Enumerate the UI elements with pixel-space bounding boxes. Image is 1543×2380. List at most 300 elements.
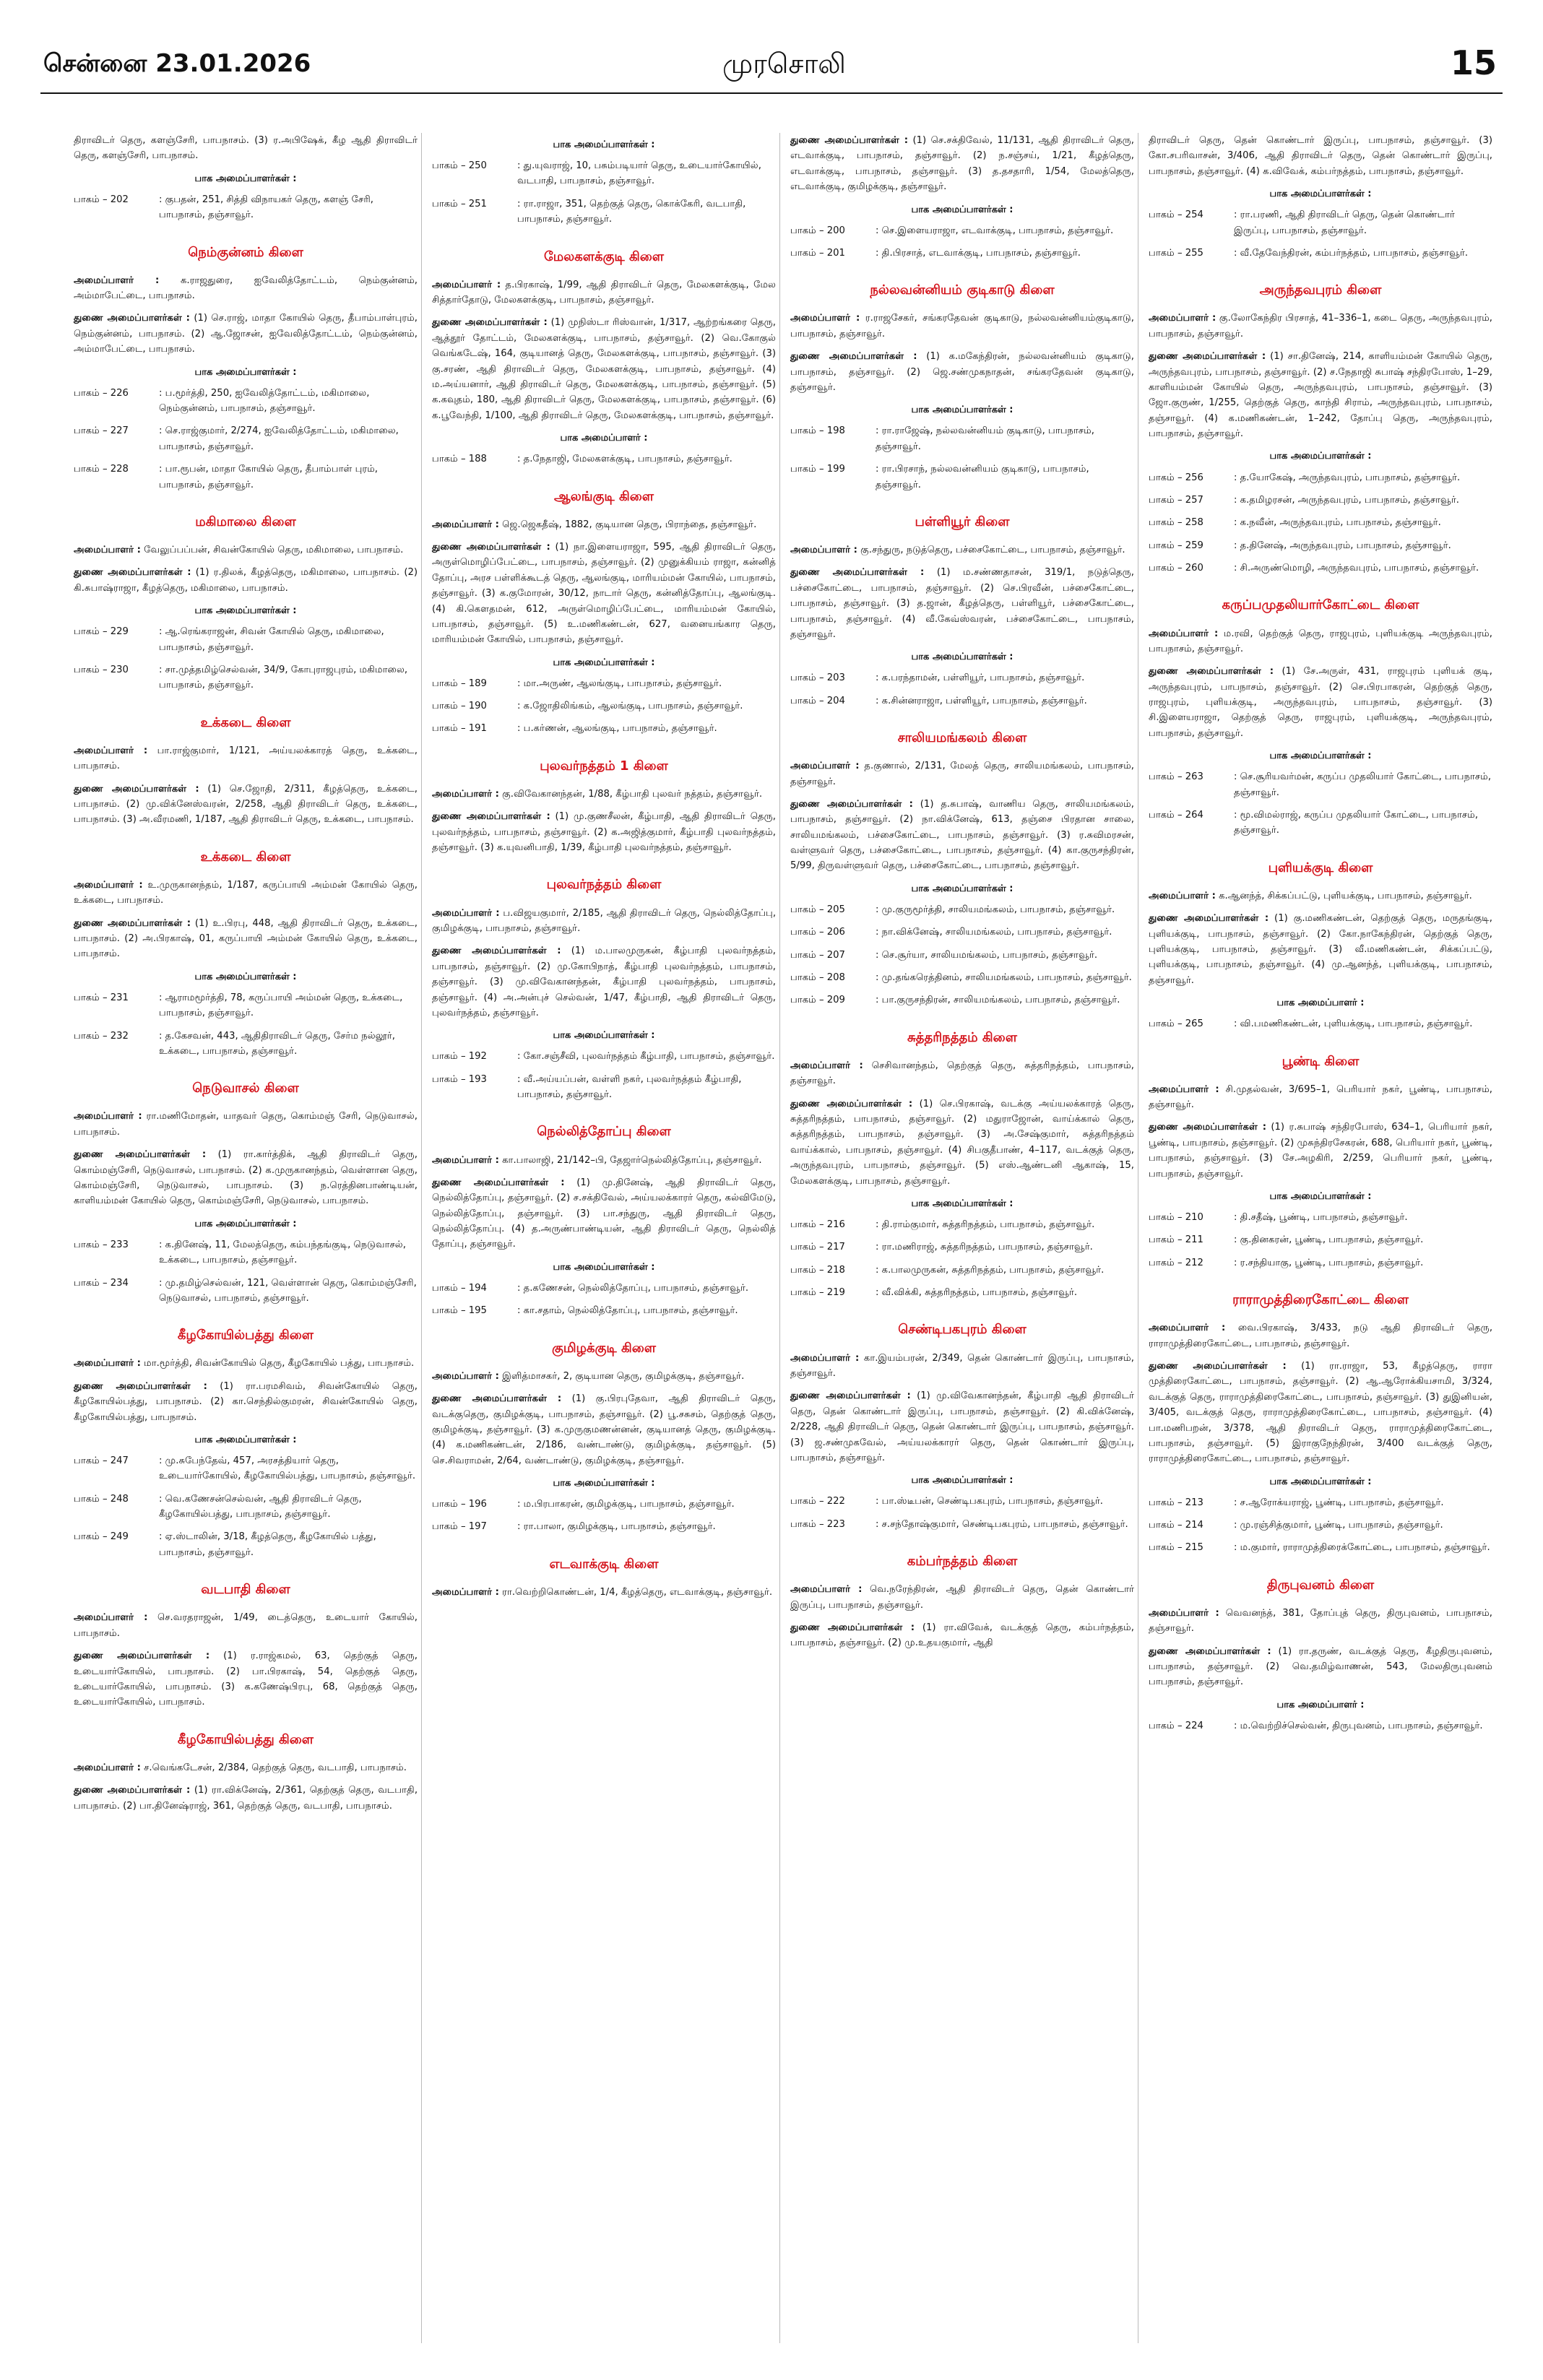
office-bearer-entry	[432, 787, 776, 802]
booth-entry	[432, 676, 776, 691]
booth-entry	[432, 196, 776, 228]
entry-text: (1) கு.பிரபுதேவா, ஆதி திராவிடர் தெரு, வடக்குதெரு, குமிழக்குடி, பாபநாசம், தஞ்சாவூர். (2) பூ.சசுசம், தெற்குத் தெரு, குமிழக்குடி, தஞ்சாவூர். (3) க.முருகுமணன்னன், குடியானத் தெரு, குமிழக்குடி. (4) க.மணிகண்டன், 2/186, வண்டாண்டு, குமிழக்குடி, தஞ்சாவூர். (5) செ.சிவராமன், 2/64, வண்டாண்டு, குமிழக்குடி, தஞ்சாவூர்.	[432, 1393, 776, 1466]
booth-entry	[790, 246, 1134, 261]
booth-number: பாகம் – 228	[74, 464, 129, 475]
role-label: துணை அமைப்பாளர்கள் :	[790, 1622, 915, 1633]
booth-details: : தி.ராம்குமார், சுத்தரிநத்தம், பாபநாசம், தஞ்சாவூர்.	[876, 1219, 1095, 1230]
entry-text: (1) ம.பாலமுருகன், கீழ்பாதி புலவர்நத்தம், பாபநாசம், தஞ்சாவூர். (2) மு.கோபிநாத், கீழ்பாதி புலவர்நத்தம், பாபநாசம், தஞ்சாவூர். (3) மு.விவேகானந்தன், கீழ்பாதி புலவர்நத்தம், பாபநாசம், தஞ்சாவூர். (4) அ.அன்புச் செல்வன், 1/47, கீழ்பாதி, ஆதி திராவிடர் தெரு, புலவர்நத்தம், தஞ்சாவூர்.	[432, 945, 776, 1018]
entry-text: ப.விஜயகுமார், 2/185, ஆதி திராவிடர் தெரு, நெல்லித்தோப்பு, குமிழக்குடி, பாபநாசம், தஞ்சாவூர்.	[432, 907, 777, 935]
office-bearer-entry	[74, 1760, 418, 1775]
entry-text: (1) ர.திலக், கீழத்தெரு, மகிமாலை, பாபநாசம். (2) கி.சுபாஷ்ராஜா, கீழத்தெரு, மகிமாலை, பாபநாசம்.	[74, 567, 418, 594]
office-bearer-entry	[74, 916, 418, 962]
office-bearer-entry	[790, 565, 1134, 642]
branch-block	[74, 712, 418, 828]
booth-details: : கோ.சஞ்சீவி, புலவர்நத்தம் கீழ்பாதி, பாபநாசம், தஞ்சாவூர்.	[517, 1051, 775, 1063]
entry-text: செ.வரதராஜன், 1/49, டைத்தெரு, உடையார் கோயில், பாபநாசம்.	[74, 1612, 418, 1639]
booth-details: : மு.ரஞ்சித்குமார், பூண்டி, பாபநாசம், தஞ்சாவூர்.	[1234, 1520, 1443, 1531]
section-subheading: பாக அமைப்பாளர்கள் :	[194, 605, 297, 617]
booth-details: : பா.குருசந்திரன், சாலியமங்கலம், பாபநாசம், தஞ்சாவூர்.	[876, 995, 1120, 1006]
booth-entry	[1149, 538, 1492, 553]
branch-heading: திருபுவனம் கிளை	[1266, 1577, 1375, 1593]
entry-text: (1) சா.தினேஷ், 214, காளியம்மன் கோயில் தெரு, அருந்தவபுரம், பாபநாசம், தஞ்சாவூர். (2) ச.நேதாஜி சுபாஷ் சந்திரபோஸ், 1–29, காளியம்மன் கோயில் தெரு, அருந்தவபுரம், பாபநாசம், தஞ்சாவூர். (3) ஜோ.குருண், 1/255, தெற்குத் தெரு, காந்தி சிராம், அருந்தவபுரம், பாபநாசம், தஞ்சாவூர். (4) க.மணிகண்டன், 1–242, தோப்பு தெரு, அருந்தவபுரம், பாபநாசம், தஞ்சாவூர்.	[1149, 351, 1492, 440]
booth-details: : ம.வெற்றிச்செல்வன், திருபுவனம், பாபநாசம், தஞ்சாவூர்.	[1234, 1720, 1483, 1731]
office-bearer-entry	[1149, 1606, 1492, 1637]
column-3	[790, 133, 1134, 1670]
booth-details: : ரா.பிரசாந், நல்லவன்னியம் குடிகாடு, பாபநாசம், தஞ்சாவூர்.	[876, 464, 1089, 490]
branch-block	[790, 727, 1134, 1008]
booth-details: : மு.தங்கரெத்தினம், சாலியமங்கலம், பாபநாசம், தஞ்சாவூர்.	[876, 972, 1132, 984]
booth-number: பாகம் – 205	[790, 904, 845, 915]
office-bearer-entry	[74, 878, 418, 909]
booth-number: பாகம் – 234	[74, 1277, 129, 1289]
booth-details: : ர.சந்தியாகு, பூண்டி, பாபநாசம், தஞ்சாவூர்.	[1234, 1257, 1424, 1268]
branch-block	[74, 1078, 418, 1306]
booth-details: : செ.சூர்யா, சாலியமங்கலம், பாபநாசம், தஞ்சாவூர்.	[876, 949, 1098, 961]
entry-text: ர.ராஜசேகர், சங்கரதேவன் குடிகாடு, நல்லவன்னியம்குடிகாடு, பாபநாசம், தஞ்சாவூர்.	[790, 313, 1134, 339]
office-bearer-entry	[790, 349, 1134, 395]
booth-entry	[790, 1494, 1134, 1509]
branch-heading: சாலியமங்கலம் கிளை	[897, 730, 1027, 746]
section-subheading: பாக அமைப்பாளர் :	[1276, 1699, 1365, 1710]
branch-block	[1149, 280, 1492, 576]
entry-text: திராவிடர் தெரு, களஞ்சேரி, பாபநாசம். (3) ர.அபிஷேக், கீழ ஆதி திராவிடர் தெரு, களஞ்சேரி, பாபநாசம்.	[74, 135, 418, 162]
booth-number: பாகம் – 194	[432, 1282, 487, 1294]
edition-date: சென்னை 23.01.2026	[43, 49, 311, 78]
booth-entry	[432, 158, 776, 189]
branch-heading: சுத்தரிநத்தம் கிளை	[907, 1029, 1017, 1045]
booth-number: பாகம் – 255	[1149, 247, 1203, 259]
office-bearer-entry	[432, 517, 776, 532]
role-label: அமைப்பாளர் :	[74, 1358, 141, 1369]
booth-number: பாகம் – 196	[432, 1499, 487, 1510]
booth-details: : வீ.விக்கி, சுத்தரிநத்தம், பாபநாசம், தஞ்சாவூர்.	[876, 1287, 1078, 1299]
booth-entry	[790, 1263, 1134, 1278]
booth-details: : ஆராமமூர்த்தி, 78, கருப்பாயி அம்மன் தெரு, உக்கடை, பாபநாசம், தஞ்சாவூர்.	[159, 992, 403, 1019]
booth-entry	[432, 1072, 776, 1103]
entry-text: (1) ரா.விக்னேஷ், 2/361, தெற்குத் தெரு, வடபாதி, பாபநாசம். (2) பா.தினேஷ்ராஜ், 361, தெற்குத் தெரு, வடபாதி, பாபநாசம்.	[74, 1785, 418, 1812]
branch-block	[432, 246, 776, 467]
entry-text: திராவிடர் தெரு, தென் கொண்டார் இருப்பு, பாபநாசம், தஞ்சாவூர். (3) கோ.சபரிவாசன், 3/406, ஆதி திராவிடர் தெரு, தென் கொண்டார் இருப்பு, பாபநாசம், தஞ்சாவூர். (4) க.விவேக், கம்பர்நத்தம், பாபநாசம், தஞ்சாவூர்.	[1149, 135, 1492, 177]
booth-entry	[432, 698, 776, 714]
branch-heading: கம்பர்நத்தம் கிளை	[907, 1554, 1018, 1570]
entry-text: (1) ரா.ராஜா, 53, கீழத்தெரு, ராரா முத்திரைகோட்டை, பாபநாசம், தஞ்சாவூர். (2) ஆ.ஆரோக்கியசாமி, 3/324, வடக்குத் தெரு, ராராமுத்திரைகோட்டை, பாபநாசம், தஞ்சாவூர். (3) துஇனியன், 3/405, வடக்குத் தெரு, ராராமுத்திரைகோட்டை, பாபநாசம், தஞ்சாவூர். (4) பா.மணிபறன், 3/378, ஆதி திராவிடர் தெரு, ராராமுத்திரைகோட்டை, பாபநாசம், தஞ்சாவூர். (5) இராகுநேந்திரன், 3/400 வடக்குத் தெரு, ராராமுத்திரைகோட்டை, பாபநாசம், தஞ்சாவூர்.	[1149, 1361, 1492, 1465]
branch-block	[790, 1027, 1134, 1301]
role-label: துணை அமைப்பாளர்கள் :	[1149, 1645, 1271, 1657]
booth-details: : ச.சந்தோஷ்குமார், செண்டிபகபுரம், பாபநாசம், தஞ்சாவூர்.	[876, 1518, 1128, 1530]
booth-number: பாகம் – 260	[1149, 563, 1203, 574]
branch-block	[790, 1319, 1134, 1532]
booth-number: பாகம் – 250	[432, 160, 487, 172]
branch-block	[432, 1338, 776, 1535]
booth-number: பாகம் – 199	[790, 464, 845, 475]
booth-entry	[74, 1453, 418, 1484]
booth-entry	[432, 721, 776, 736]
role-label: துணை அமைப்பாளர்கள் :	[74, 917, 191, 929]
booth-entry	[432, 1497, 776, 1512]
office-bearer-entry	[74, 1648, 418, 1710]
booth-entry	[1149, 1718, 1492, 1734]
branch-block	[790, 133, 1134, 261]
booth-details: : க.தினேஷ், 11, மேலத்தெரு, கம்பந்தங்குடி, நெடுவாசல், உக்கடை, பாபநாசம், தஞ்சாவூர்.	[159, 1239, 406, 1266]
branch-heading: நெம்குன்னம் கிளை	[188, 244, 303, 260]
entry-text: ஜெ.ஜெகதீஷ், 1882, குடியான தெரு, பிராந்தை, தஞ்சாவூர்.	[498, 519, 757, 530]
booth-entry	[790, 670, 1134, 685]
booth-entry	[74, 192, 418, 223]
branch-heading: நல்லவன்னியம் குடிகாடு கிளை	[870, 282, 1055, 298]
booth-details: : செ.சூரியவர்மன், கருப்ப முதலியார் கோட்டை, பாபநாசம், தஞ்சாவூர்.	[1234, 771, 1492, 798]
section-subheading: பாக அமைப்பாளர்கள் :	[553, 1030, 655, 1042]
office-bearer-entry	[432, 1585, 776, 1600]
booth-entry	[432, 1303, 776, 1318]
booth-details: : ரா.ராஜா, 351, தெற்குத் தெரு, கொக்கேரி, வடபாதி, பாபநாசம், தஞ்சாவூர்.	[517, 198, 746, 225]
role-label: துணை அமைப்பாளர்கள் :	[1149, 666, 1274, 678]
booth-number: பாகம் – 190	[432, 701, 487, 712]
entry-text: (1) ரா.பரமசிவம், சிவன்கோயில் தெரு, கீழகோயில்பத்து, பாபநாசம். (2) கா.செந்தில்குமரன், சிவன்கோயில் தெரு, கீழகோயில்பத்து, பாபநாசம்.	[74, 1380, 418, 1423]
role-label: அமைப்பாளர் :	[74, 545, 141, 556]
booth-number: பாகம் – 231	[74, 992, 129, 1003]
role-label: அமைப்பாளர் :	[432, 519, 499, 530]
booth-details: : ஏ.ஸ்டாலின், 3/18, கீழத்தெரு, கீழகோயில் பத்து, பாபநாசம், தஞ்சாவூர்.	[159, 1531, 376, 1558]
section-subheading: பாக அமைப்பாளர்கள் :	[1269, 1190, 1372, 1202]
office-bearer-entry	[74, 273, 418, 304]
entry-text: (1) உ.பிரபு, 448, ஆதி திராவிடர் தெரு, உக்கடை, பாபநாசம். (2) அ.பிரகாஷ், 01, கருப்பாயி அம்மன் கோயில் தெரு, உக்கடை, பாபநாசம்.	[74, 917, 418, 960]
entry-text: இளித்மாசகர், 2, குடியான தெரு, குமிழக்குடி, தஞ்சாவூர்.	[498, 1370, 745, 1382]
section-subheading: பாக அமைப்பாளர்கள் :	[553, 139, 655, 150]
booth-entry	[432, 1519, 776, 1534]
role-label: துணை அமைப்பாளர்கள் :	[1149, 351, 1266, 363]
branch-heading: ஆலங்குடி கிளை	[554, 488, 654, 504]
booth-number: பாகம் – 247	[74, 1455, 129, 1466]
office-bearer-entry	[432, 1175, 776, 1252]
branch-block	[74, 133, 418, 223]
branch-block	[790, 280, 1134, 493]
entry-text: த.பிரகாஷ், 1/99, ஆதி திராவிடர் தெரு, மேலகளக்குடி, மேல சித்தார்தோடு, மேலகளக்குடி, பாபநாசம், தஞ்சாவூர்.	[432, 279, 777, 306]
booth-details: : ரா.பாலா, குமிழக்குடி, பாபநாசம், தஞ்சாவூர்.	[517, 1521, 716, 1533]
booth-entry	[74, 1029, 418, 1060]
booth-details: : த.யோகேஷ், அருந்தவபுரம், பாபநாசம், தஞ்சாவூர்.	[1234, 472, 1461, 483]
office-bearer-entry	[1149, 311, 1492, 342]
role-label: துணை அமைப்பாளர்கள் :	[790, 798, 913, 810]
booth-entry	[1149, 1210, 1492, 1225]
booth-details: : வெ.கணேசன்செல்வன், ஆதி திராவிடர் தெரு, கீழகோயில்பத்து, பாபநாசம், தஞ்சாவூர்.	[159, 1493, 362, 1520]
branch-heading: புலவர்நத்தம் 1 கிளை	[540, 758, 668, 774]
booth-entry	[74, 662, 418, 693]
booth-number: பாகம் – 189	[432, 678, 487, 689]
office-bearer-entry	[74, 1147, 418, 1209]
office-bearer-entry	[74, 1610, 418, 1641]
role-label: துணை அமைப்பாளர்கள் :	[74, 1650, 210, 1662]
role-label: அமைப்பாளர் :	[790, 1584, 863, 1596]
role-label: துணை அமைப்பாளர்கள் :	[432, 542, 550, 553]
booth-entry	[1149, 515, 1492, 530]
booth-details: : மு.குருமூர்த்தி, சாலியமங்கலம், பாபநாசம், தஞ்சாவூர்.	[876, 904, 1115, 915]
booth-entry	[1149, 1495, 1492, 1510]
entry-text: (1) ரா.கார்த்திக், ஆதி திராவிடர் தெரு, கொம்மஞ்சேரி, நெடுவாசல், பாபநாசம். (2) க.முருகானந்தம், வெள்ளான தெரு, கொம்மஞ்சேரி, நெடுவாசல், பாபநாசம். (3) ந.ரெத்தினபாண்டியன், காளியம்மன் கோயில் தெரு, கொம்மஞ்சேரி, நெடுவாசல், பாபநாசம்.	[74, 1149, 418, 1207]
office-bearer-entry	[432, 1391, 776, 1468]
booth-entry	[432, 1281, 776, 1296]
booth-details: : ச.ஆரோக்யராஜ், பூண்டி, பாபநாசம், தஞ்சாவூர்.	[1234, 1497, 1444, 1508]
role-label: துணை அமைப்பாளர்கள் :	[790, 135, 909, 146]
booth-number: பாகம் – 210	[1149, 1211, 1203, 1223]
booth-details: : க.பாலமுருகன், சுத்தரிநத்தம், பாபநாசம், தஞ்சாவூர்.	[876, 1264, 1105, 1276]
booth-number: பாகம் – 204	[790, 695, 845, 706]
role-label: துணை அமைப்பாளர்கள் :	[432, 317, 548, 329]
entry-text: வெவனந்த், 381, தோப்புத் தெரு, திருபுவனம், பாபநாசம், தஞ்சாவூர்.	[1149, 1607, 1493, 1635]
branch-block	[74, 1579, 418, 1710]
booth-entry	[1149, 246, 1492, 261]
booth-details: : செ.ராஜ்குமார், 2/274, ஐவேலித்தோட்டம், மகிமாலை, பாபநாசம், தஞ்சாவூர்.	[159, 425, 399, 452]
office-bearer-entry	[1149, 1082, 1492, 1113]
booth-details: : க.சின்னராஜா, பள்ளியூர், பாபநாசம், தஞ்சாவூர்.	[876, 695, 1087, 706]
booth-entry	[1149, 561, 1492, 576]
booth-entry	[790, 1285, 1134, 1300]
office-bearer-entry	[74, 1783, 418, 1814]
office-bearer-entry	[790, 1388, 1134, 1466]
branch-block	[432, 756, 776, 856]
office-bearer-entry	[790, 1620, 1134, 1651]
section-subheading: பாக அமைப்பாளர்கள் :	[1269, 451, 1372, 462]
booth-number: பாகம் – 219	[790, 1287, 845, 1299]
role-label: துணை அமைப்பாளர்கள் :	[790, 1390, 911, 1402]
role-label: துணை அமைப்பாளர்கள் :	[74, 567, 191, 579]
branch-heading: கீழகோயில்பத்து கிளை	[177, 1328, 314, 1343]
entry-text: (1) முநிஸ்டா ரிஸ்வான், 1/317, ஆற்றங்கரை தெரு, ஆத்தூர் தோட்டம், மேலகளக்குடி, பாபநாசம், தஞ்சாவூர். (2) வெ.கோகுல் வெங்கடேஷ், 164, குடியானத் தெரு, மேலகளக்குடி, பாபநாசம், தஞ்சாவூர். (3) கு.சரண், ஆதி திராவிடர் தெரு, மேலகளக்குடி, பாபநாசம், தஞ்சாவூர். (4) ம.அய்யனார், ஆதி திராவிடர் தெரு, மேலகளக்குடி, பாபநாசம், தஞ்சாவூர். (5) க.கவுதம், 180, ஆதி திராவிடர் தெரு, மேலகளக்குடி, பாபநாசம், தஞ்சாவூர். (6) க.பூவேந்தி, 1/100, ஆதி திராவிடர் தெரு, மேலகளக்குடி, பாபநாசம், தஞ்சாவூர்.	[432, 317, 776, 421]
entry-text: (1) நா.இளையராஜா, 595, ஆதி திராவிடர் தெரு, அருள்மொழிப்பேட்டை, பாபநாசம், தஞ்சாவூர். (2) முனுக்கியம் ராஜா, கன்னித் தோப்பு, அரச பள்ளிக்கூடத் தெரு, ஆலங்குடி, மாரியம்மன் கோயில், பாபநாசம், தஞ்சாவூர். (3) க.குமோரன், 30/12, நாடார் தெரு, கன்னித்தோப்பு, ஆலங்குடி. (4) கி.கௌதமன், 612, அருள்மொழிப்பேட்டை, மாரியம்மன் கோயில், பாபநாசம், தஞ்சாவூர். (5) உ.மணிகண்டன், 627, வனையங்கார தெரு, மாரியம்மன் கோயில், பாபநாசம், தஞ்சாவூர்.	[432, 542, 776, 646]
branch-heading: செண்டிபகபுரம் கிளை	[898, 1322, 1026, 1338]
branch-block	[74, 1729, 418, 1814]
booth-details: : தி.சதீஷ், பூண்டி, பாபநாசம், தஞ்சாவூர்.	[1234, 1211, 1408, 1223]
office-bearer-entry	[432, 943, 776, 1021]
booth-number: பாகம் – 265	[1149, 1018, 1203, 1030]
office-bearer-entry	[790, 1058, 1134, 1089]
role-label: துணை அமைப்பாளர்கள் :	[1149, 1361, 1287, 1372]
booth-entry	[790, 948, 1134, 963]
booth-details: : மா.அருண், ஆலங்குடி, பாபநாசம், தஞ்சாவூர்.	[517, 678, 722, 689]
role-label: அமைப்பாளர் :	[790, 761, 860, 772]
role-label: அமைப்பாளர் :	[432, 1587, 499, 1598]
section-subheading: பாக அமைப்பாளர்கள் :	[911, 1475, 1013, 1487]
role-label: அமைப்பாளர் :	[432, 788, 499, 800]
booth-entry	[74, 462, 418, 493]
booth-number: பாகம் – 217	[790, 1242, 845, 1253]
booth-number: பாகம் – 209	[790, 995, 845, 1006]
branch-heading: நெடுவாசல் கிளை	[192, 1081, 299, 1096]
booth-number: பாகம் – 197	[432, 1521, 487, 1533]
role-label: அமைப்பாளர் :	[432, 1370, 499, 1382]
booth-details: : மு.தமிழ்செல்வன், 121, வெள்ளான் தெரு, கொம்மஞ்சேரி, நெடுவாசல், பாபநாசம், தஞ்சாவூர்.	[159, 1277, 417, 1304]
branch-block	[1149, 594, 1492, 838]
role-label: துணை அமைப்பாளர்கள் :	[1149, 913, 1269, 925]
booth-entry	[74, 1237, 418, 1268]
entry-text: (1) மு.தினேஷ், ஆதி திராவிடர் தெரு, நெல்லித்தோப்பு, தஞ்சாவூர். (2) ச.சக்திவேல், அய்யலக்காரர் தெரு, கல்விமேடு, நெல்லித்தோப்பு, தஞ்சாவூர். (3) பா.சந்துரு, ஆதி திராவிடர் தெரு, நெல்லித்தோப்பு. (4) த.அருண்பாண்டியன், ஆதி திராவிடர் தெரு, நெல்லித் தோப்பு, தஞ்சாவூர்.	[432, 1177, 777, 1250]
booth-details: : கு.தினகரன், பூண்டி, பாபநாசம், தஞ்சாவூர்.	[1234, 1234, 1424, 1246]
office-bearer-entry	[432, 809, 776, 855]
booth-details: : மூ.விமல்ராஜ், கருப்ப முதலியார் கோட்டை, பாபநாசம், தஞ்சாவூர்.	[1234, 809, 1479, 836]
column-1	[74, 133, 418, 1832]
role-label: அமைப்பாளர் :	[790, 313, 860, 324]
booth-number: பாகம் – 249	[74, 1531, 129, 1543]
entry-text: கு.லோகேந்திர பிரசாத், 41–336–1, கடை தெரு, அருந்தவபுரம், பாபநாசம், தஞ்சாவூர்.	[1149, 313, 1492, 339]
booth-entry	[790, 1517, 1134, 1532]
booth-details: : த.தினேஷ், அருந்தவபுரம், பாபநாசம், தஞ்சாவூர்.	[1234, 540, 1451, 551]
booth-details: : க.தமிழரசன், அருந்தவபுரம், பாபநாசம், தஞ்சாவூர்.	[1234, 494, 1459, 506]
section-subheading: பாக அமைப்பாளர்கள் :	[194, 173, 297, 184]
role-label: அமைப்பாளர் :	[432, 279, 501, 290]
branch-block	[1149, 1575, 1492, 1734]
booth-entry	[790, 1239, 1134, 1255]
section-subheading: பாக அமைப்பாளர்கள் :	[911, 883, 1013, 894]
entry-text: கா.பாலாஜி, 21/142–பி, தேஜார்நெல்லித்தோப்பு, தஞ்சாவூர்.	[498, 1154, 762, 1166]
booth-entry	[790, 992, 1134, 1008]
masthead	[0, 0, 1543, 94]
office-bearer-entry	[74, 782, 418, 828]
role-label: துணை அமைப்பாளர்கள் :	[790, 1098, 913, 1109]
role-label: துணை அமைப்பாளர்கள் :	[74, 1785, 191, 1796]
branch-block	[74, 242, 418, 493]
section-subheading: பாக அமைப்பாளர்கள் :	[553, 657, 655, 668]
booth-details: : சி.அருண்மொழி, அருந்தவபுரம், பாபநாசம், தஞ்சாவூர்.	[1234, 563, 1479, 574]
section-subheading: பாக அமைப்பாளர்கள் :	[1269, 1476, 1372, 1487]
booth-entry	[1149, 470, 1492, 485]
office-bearer-entry	[432, 540, 776, 648]
section-subheading: பாக அமைப்பாளர்கள் :	[1269, 189, 1372, 200]
booth-entry	[74, 423, 418, 454]
booth-details: : தி.பிரசாத், எடவாக்குடி, பாபநாசம், தஞ்சாவூர்.	[876, 247, 1081, 259]
office-bearer-entry	[790, 758, 1134, 789]
office-bearer-entry	[74, 133, 418, 164]
branch-heading: கருப்பமுதலியார்கோட்டை கிளை	[1222, 597, 1419, 613]
booth-details: : ம.பிரபாகரன், குமிழக்குடி, பாபநாசம், தஞ்சாவூர்.	[517, 1499, 735, 1510]
branch-block	[432, 137, 776, 228]
role-label: துணை அமைப்பாளர்கள் :	[74, 1149, 207, 1161]
office-bearer-entry	[74, 542, 418, 558]
booth-details: : க.ஜோதிலிங்கம், ஆலங்குடி, பாபநாசம், தஞ்சாவூர்.	[517, 701, 743, 712]
office-bearer-entry	[1149, 626, 1492, 657]
office-bearer-entry	[1149, 1644, 1492, 1690]
entry-text: க.ராஜதுரை, ஐவேலித்தோட்டம், நெம்குன்னம், அம்மாபேட்டை, பாபநாசம்.	[74, 274, 418, 302]
office-bearer-entry	[432, 315, 776, 423]
booth-entry	[1149, 1255, 1492, 1271]
role-label: அமைப்பாளர் :	[432, 907, 500, 919]
entry-text: ச.வெங்கடேசன், 2/384, தெற்குத் தெரு, வடபாதி, பாபநாசம்.	[140, 1762, 407, 1773]
booth-details: : ப.மூர்த்தி, 250, ஐவேலித்தோட்டம், மகிமாலை, நெம்குன்னம், பாபநாசம், தஞ்சாவூர்.	[159, 387, 370, 414]
branch-heading: வடபாதி கிளை	[201, 1582, 290, 1598]
booth-entry	[1149, 808, 1492, 839]
booth-number: பாகம் – 264	[1149, 809, 1203, 821]
page-number: 15	[1450, 43, 1497, 82]
branch-block	[1149, 133, 1492, 261]
booth-details: : வீ.அய்யப்பன், வள்ளி நகர், புலவர்நத்தம் கீழ்பாதி, பாபநாசம், தஞ்சாவூர்.	[517, 1073, 742, 1101]
role-label: அமைப்பாளர் :	[432, 1154, 499, 1166]
branch-block	[432, 874, 776, 1102]
booth-number: பாகம் – 202	[74, 194, 129, 205]
role-label: அமைப்பாளர் :	[74, 879, 143, 891]
branch-heading: உக்கடை கிளை	[200, 849, 291, 865]
role-label: துணை அமைப்பாளர்கள் :	[790, 351, 917, 363]
entry-text: பா.ராஜ்குமார், 1/121, அய்யலக்காரத் தெரு, உக்கடை, பாபநாசம்.	[74, 745, 418, 772]
branch-block	[74, 1325, 418, 1560]
booth-details: : ரா.ராஜேஷ், நல்லவன்னியம் குடிகாடு, பாபநாசம், தஞ்சாவூர்.	[876, 425, 1094, 452]
branch-block	[74, 511, 418, 693]
booth-number: பாகம் – 191	[432, 723, 487, 735]
role-label: அமைப்பாளர் :	[790, 1060, 863, 1071]
branch-heading: மகிமாலை கிளை	[195, 514, 296, 529]
section-subheading: பாக அமைப்பாளர்கள் :	[194, 971, 297, 982]
booth-entry	[790, 970, 1134, 985]
role-label: அமைப்பாளர் :	[790, 1352, 860, 1364]
entry-text: (1) செ.ஜோதி, 2/311, கீழத்தெரு, உக்கடை, பாபநாசம். (2) மு.விக்னேஸ்வரன், 2/258, ஆதி திராவிடர் தெரு, உக்கடை, பாபநாசம். (3) அ.வீரமணி, 1/187, ஆதி திராவிடர் தெரு, உக்கடை, பாபநாசம்.	[74, 783, 418, 826]
office-bearer-entry	[790, 1582, 1134, 1613]
booth-number: பாகம் – 206	[790, 927, 845, 938]
branch-heading: புலவர்நத்தம் கிளை	[546, 877, 662, 893]
section-subheading: பாக அமைப்பாளர்கள் :	[1269, 750, 1372, 762]
booth-number: பாகம் – 232	[74, 1030, 129, 1042]
booth-number: பாகம் – 263	[1149, 771, 1203, 783]
entry-text: உ.முருகானந்தம், 1/187, கருப்பாயி அம்மன் கோயில் தெரு, உக்கடை, பாபநாசம்.	[74, 879, 418, 906]
section-subheading: பாக அமைப்பாளர் :	[560, 433, 648, 444]
branch-block	[1149, 1289, 1492, 1556]
entry-text: (1) ரா.விவேக், வடக்குத் தெரு, கம்பர்நத்தம், பாபநாசம், தஞ்சாவூர். (2) மு.உதயகுமார், ஆதி	[790, 1622, 1134, 1649]
booth-details: : ரா.பரணி, ஆதி திராவிடர் தெரு, தென் கொண்டார் இருப்பு, பாபநாசம், தஞ்சாவூர்.	[1234, 209, 1455, 236]
section-subheading: பாக அமைப்பாளர்கள் :	[911, 204, 1013, 215]
branch-heading: புளியக்குடி கிளை	[1268, 860, 1373, 875]
entry-text: (1) ர.ராஜ்கமல், 63, தெற்குத் தெரு, உடையார்கோயில், பாபநாசம். (2) பா.பிரகாஷ், 54, தெற்குத் தெரு, உடையார்கோயில், பாபநாசம். (3) க.கணேஷ்பிரபு, 68, தெற்குத் தெரு, உடையார்கோயில், பாபநாசம்.	[74, 1650, 418, 1708]
booth-number: பாகம் – 229	[74, 626, 129, 638]
booth-number: பாகம் – 224	[1149, 1720, 1203, 1731]
booth-entry	[1149, 1518, 1492, 1533]
role-label: அமைப்பாளர் :	[74, 1111, 142, 1122]
booth-number: பாகம் – 200	[790, 225, 845, 236]
branch-heading: பூண்டி கிளை	[1281, 1053, 1360, 1069]
role-label: அமைப்பாளர் :	[1149, 1083, 1219, 1095]
branch-heading: மேலகளக்குடி கிளை	[544, 248, 664, 264]
booth-details: : மு.சுபேந்தேவ், 457, அரசத்தியார் தெரு, உடையார்கோயில், கீழகோயில்பத்து, பாபநாசம், தஞ்சாவூர்.	[159, 1455, 416, 1482]
booth-entry	[74, 990, 418, 1021]
office-bearer-entry	[790, 133, 1134, 195]
booth-details: : து.யுவராஜ், 10, பசும்படியார் தெரு, உடையார்கோயில், வடபாதி, பாபநாசம், தஞ்சாவூர்.	[517, 160, 761, 187]
entry-text: வேலுப்பப்பன், சிவன்கோயில் தெரு, மகிமாலை, பாபநாசம்.	[140, 545, 404, 556]
entry-text: (1) செ.ராஜ், மாதா கோயில் தெரு, தீபாம்பாள்புரம், நெம்குன்னம், பாபநாசம். (2) ஆ.ஜோசன், ஐவேலித்தோட்டம், நெம்குன்னம், அம்மாபேட்டை, பாபநாசம்.	[74, 313, 418, 355]
office-bearer-entry	[1149, 349, 1492, 441]
role-label: அமைப்பாளர் :	[1149, 1607, 1219, 1619]
entry-text: (1) த.சுபாஷ், வாணிய தெரு, சாலியமங்கலம், பாபநாசம், தஞ்சாவூர். (2) நா.விக்னேஷ், 613, தஞ்சை பிரதான சாலை, சாலியமங்கலம், பச்சைகோட்டை, பாபநாசம், தஞ்சாவூர். (3) ர.சுவிமரசன், வள்ளுவர் தெரு, பச்சைகோட்டை, பாபநாசம், தஞ்சாவூர். (4) கா.குருசந்திரன், 5/99, திருவள்ளுவர் தெரு, பச்சைகோட்டை, பாபநாசம், தஞ்சாவூர்.	[790, 798, 1134, 872]
section-subheading: பாக அமைப்பாளர்கள் :	[194, 1218, 297, 1229]
booth-entry	[74, 1492, 418, 1523]
booth-number: பாகம் – 198	[790, 425, 845, 437]
column-divider	[779, 133, 780, 2343]
entry-text: (1) சே.அருள், 431, ராஜபுரம் புளியக் குடி, அருந்தவபுரம், பாபநாசம், தஞ்சாவூர். (2) செ.பிரபாகரன், தெற்குத் தெரு, ராஜபுரம், புளியக்குடி, அருந்தவபுரம், பாபநாசம், தஞ்சாவூர். (3) சி.இளையராஜா, தெற்குத் தெரு, ராஜபுரம், புளியக்குடி, அருந்தவபுரம், பாபநாசம், தஞ்சாவூர்.	[1149, 666, 1492, 739]
office-bearer-entry	[74, 565, 418, 596]
entry-text: வை.பிரகாஷ், 3/433, நடு ஆதி திராவிடர் தெரு, ராராமுத்திரைகோட்டை, பாபநாசம், தஞ்சாவூர்.	[1149, 1323, 1493, 1349]
header-rule	[40, 92, 1503, 94]
role-label: துணை அமைப்பாளர்கள் :	[432, 811, 550, 823]
entry-text: ம.ரவி, தெற்குத் தெரு, ராஜபுரம், புளியக்குடி அருந்தவபுரம், பாபநாசம், தஞ்சாவூர்.	[1149, 628, 1492, 654]
entry-text: (1) க.மகேந்திரன், நல்லவன்னியம் குடிகாடு, பாபநாசம், தஞ்சாவூர். (2) ஜெ.சண்முகநாதன், சங்கரதேவன் குடிகாடு, தஞ்சாவூர்.	[790, 351, 1134, 393]
booth-entry	[1149, 1540, 1492, 1555]
section-subheading: பாக அமைப்பாளர்கள் :	[911, 404, 1013, 416]
branch-block	[790, 511, 1134, 709]
booth-details: : வி.பமணிகண்டன், புளியக்குடி, பாபநாசம், தஞ்சாவூர்.	[1234, 1018, 1473, 1030]
office-bearer-entry	[432, 1369, 776, 1384]
booth-number: பாகம் – 257	[1149, 494, 1203, 506]
booth-number: பாகம் – 213	[1149, 1497, 1203, 1508]
booth-entry	[74, 386, 418, 417]
entry-text: த.குணால், 2/131, மேலத் தெரு, சாலியமங்கலம், பாபநாசம், தஞ்சாவூர்.	[790, 761, 1134, 787]
booth-number: பாகம் – 256	[1149, 472, 1203, 483]
booth-details: : செ.இளையராஜா, எடவாக்குடி, பாபநாசம், தஞ்சாவூர்.	[876, 225, 1114, 236]
branch-block	[432, 486, 776, 737]
entry-text: ரா.வெற்றிகொண்டன், 1/4, கீழத்தெரு, எடவாக்குடி, தஞ்சாவூர்.	[498, 1587, 773, 1598]
